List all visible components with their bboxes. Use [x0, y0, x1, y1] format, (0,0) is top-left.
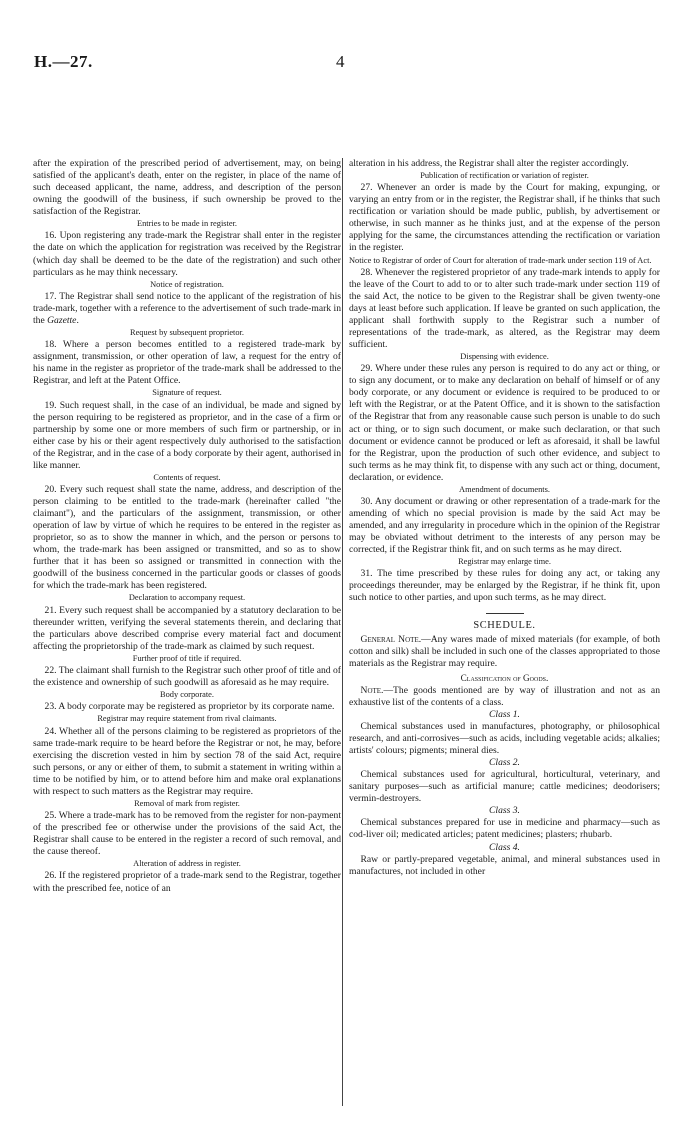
sidenote-heading: Removal of mark from register.: [134, 798, 240, 808]
rule-paragraph: 25. Where a trade-mark has to be removed from the register for non-payment of the prescribed fee or otherwise under the provisions of the said Act, the Registrar shall cause to be entered in the register a record of such removal, and the cause thereof.: [33, 810, 341, 858]
class-heading: Class 2.: [489, 757, 520, 769]
sidenote-heading: Contents of request.: [153, 472, 221, 482]
sidenote-heading: Request by subsequent proprietor.: [130, 327, 244, 337]
rule-paragraph: 24. Whether all of the persons claiming to be registered as proprietors of the same trade-mark require to be heard before the Registrar or not, he may, before exercising the discretion vested in him by section 78 of the said Act, require such persons, or any or either of them, to submit a statement in writing within a time to be notified by him, or to attend before him and make oral explanations with respect to such matters as the Registrar may require.: [33, 725, 341, 797]
paragraph-continuation: alteration in his address, the Registrar shall alter the register accordingly.: [349, 158, 629, 169]
paragraph-continuation: after the expiration of the prescribed period of advertisement, may, on being satisfied of the applicant's death, enter on the register, in place of the name of such deceased applicant, the name, address, and description of the person owning the goodwill of the business, if such ownership be proved to the satisfaction of the Registrar.: [33, 158, 341, 218]
sidenote-heading: Declaration to accompany request.: [128, 593, 246, 603]
schedule-title: SCHEDULE.: [473, 619, 536, 631]
rule-paragraph: 31. The time prescribed by these rules for doing any act, or taking any proceedings thereunder, may be enlarged by the Registrar, if he think fit, upon such notice to other parties, and upon such terms, as he may direct.: [349, 568, 660, 604]
rule-paragraph: 30. Any document or drawing or other representation of a trade-mark for the amending of which no special provision is made by the said Act may be amended, and any irregularity in procedure which in the opinion of the Registrar may be obviated without detriment to the interests of any person may be corrected, if the Registrar think fit, and on such terms as he may direct.: [349, 495, 660, 556]
sidenote-heading: Publication of rectification or variation of register.: [420, 171, 589, 181]
sidenote-heading: Dispensing with evidence.: [460, 352, 549, 362]
sidenote-heading: Notice to Registrar of order of Court for alteration of trade-mark under section 119 of Act.: [349, 255, 652, 265]
general-note-text: —Any wares made of mixed materials (for example, of both cotton and silk) shall be included in such one of the classes appropriated to those materials as the Registrar may require.: [349, 633, 660, 669]
rule-paragraph: 29. Where under these rules any person is required to do any act or thing, or to sign any document, or to make any declaration on behalf of himself or of any body corporate, or any document or evidence is required to be produced to or left with the Registrar, or at the Patent Office, and it is shown to the satisfaction of the Registrar that from any reasonable cause such person is unable to do such act or thing, or to sign such document, or make such declaration, or that such document or evidence cannot be produced or left as aforesaid, it shall be lawful for the Registrar, upon the production of such other evidence, and subject to such terms as he may think fit, to dispense with any such act or thing, document, declaration, or evidence.: [349, 363, 660, 483]
rule-paragraph: 17. The Registrar shall send notice to the applicant of the registration of his trade-mark, together with a reference to the advertisement of such trade-mark in the Gazette.: [33, 290, 341, 326]
rule-paragraph: 20. Every such request shall state the name, address, and description of the person claiming to be entitled to the trade-mark (hereinafter called "the claimant"), and the particulars of the assignment, transmission, or other operation of law by virtue of which he requires to be entered in the register as proprietor, so as to show the manner in which, and the person or persons to whom, the trade-mark has been assigned or transmitted, and so as to show further that it has been so assigned or transmitted in connection with the goodwill of the business concerned in the particular goods or classes of goods for which the trade-mark has been registered.: [33, 484, 341, 592]
rule-paragraph: 23. A body corporate may be registered as proprietor by its corporate name.: [44, 701, 335, 713]
right-column: [349, 158, 660, 878]
sidenote-heading: Amendment of documents.: [459, 484, 550, 494]
rule-paragraph: 22. The claimant shall furnish to the Registrar such other proof of title and of the existence and ownership of such goodwill as aforesaid as he may require.: [33, 665, 341, 689]
rule-paragraph: 28. Whenever the registered proprietor of any trade-mark intends to apply for the leave of the Court to add to or to alter such trade-mark under section 119 of the said Act, the notice to be given to the Registrar shall be given twenty-one days at least before such application. If leave be granted on such application, the applicant shall forthwith supply to the Registrar such a number of representations of the trade-mark, as altered, as the Registrar may deem sufficient.: [349, 266, 660, 351]
sidenote-heading: Entries to be made in register.: [136, 219, 237, 229]
class-description: Chemical substances prepared for use in medicine and pharmacy—such as cod-liver oil; medicated articles; patent medicines; plasters; rhubarb.: [349, 817, 660, 841]
rule-paragraph: 18. Where a person becomes entitled to a registered trade-mark by assignment, transmission, or other operation of law, a request for the entry of his name in the register as proprietor of the trade-mark shall be addressed to the Registrar, and left at the Patent Office.: [33, 339, 341, 387]
class-description: Chemical substances used for agricultural, horticultural, veterinary, and sanitary purposes—such as artificial manure; cattle medicines; deodorisers; vermin-destroyers.: [349, 769, 660, 805]
sidenote-heading: Body corporate.: [160, 690, 214, 700]
document-reference: H.—27.: [34, 52, 93, 71]
sidenote-heading: Registrar may enlarge time.: [458, 557, 551, 567]
general-note: [349, 634, 660, 670]
rule-paragraph: 16. Upon registering any trade-mark the Registrar shall enter in the register the date on which the application for registration was received by the Registrar (which day shall be deemed to be the date of the registration) and such other particulars as he may think necessary.: [33, 230, 341, 278]
note-label: Note.: [360, 684, 384, 696]
gazette-title: Gazette: [47, 314, 77, 326]
rule-paragraph: 21. Every such request shall be accompanied by a statutory declaration to be thereunder written, verifying the several statements therein, and declaring that the particulars above described comprise every material fact and document affecting the proprietorship of the trade-mark as claimed by such request.: [33, 604, 341, 652]
sidenote-heading: Alteration of address in register.: [133, 859, 241, 869]
classification-note: [349, 685, 660, 709]
rule-paragraph: 26. If the registered proprietor of a trade-mark send to the Registrar, together with the prescribed fee, notice of an: [33, 870, 341, 894]
rule-paragraph: 27. Whenever an order is made by the Court for making, expunging, or varying an entry from or in the register, the Registrar shall, if he thinks that such rectification or variation should be made public, publish, by advertisement or otherwise, in such manner as he thinks just, and at the expense of the person applying for the same, the circumstances attending the rectification or variation in the register.: [349, 182, 660, 254]
section-rule: [486, 613, 524, 614]
left-column: [33, 158, 341, 895]
class-heading: Class 1.: [489, 709, 520, 720]
page-number: 4: [336, 52, 345, 71]
class-heading: Class 4.: [489, 841, 520, 853]
sidenote-heading: Notice of registration.: [150, 279, 224, 289]
class-description: Raw or partly-prepared vegetable, animal, and mineral substances used in manufactures, not included in other: [349, 853, 660, 877]
class-heading: Class 3.: [489, 805, 520, 817]
general-note-label: General Note.: [360, 633, 422, 645]
sidenote-heading: Registrar may require statement from rival claimants.: [97, 714, 277, 724]
classification-heading: Classification of Goods.: [460, 672, 549, 683]
class-description: Chemical substances used in manufactures, photography, or philosophical research, and anti-corrosives—such as acids, including vegetable acids; alkalies; artists' colours; pigments; mineral dies.: [349, 721, 660, 757]
column-divider: [342, 158, 343, 1106]
sidenote-heading: Signature of request.: [152, 388, 222, 398]
note-text: —The goods mentioned are by way of illustration and not as an exhaustive list of the contents of a class.: [349, 684, 660, 708]
rule-paragraph: 19. Such request shall, in the case of an individual, be made and signed by the person requiring to be registered as proprietor, and in the case of a firm or partnership by some one or more members of such firm or partnership, or in either case by his or their agent respectively duly authorised to the satisfaction of the Registrar, and in the case of a body corporate by their agent, authorised in like manner.: [33, 399, 341, 471]
sidenote-heading: Further proof of title if required.: [132, 653, 242, 663]
